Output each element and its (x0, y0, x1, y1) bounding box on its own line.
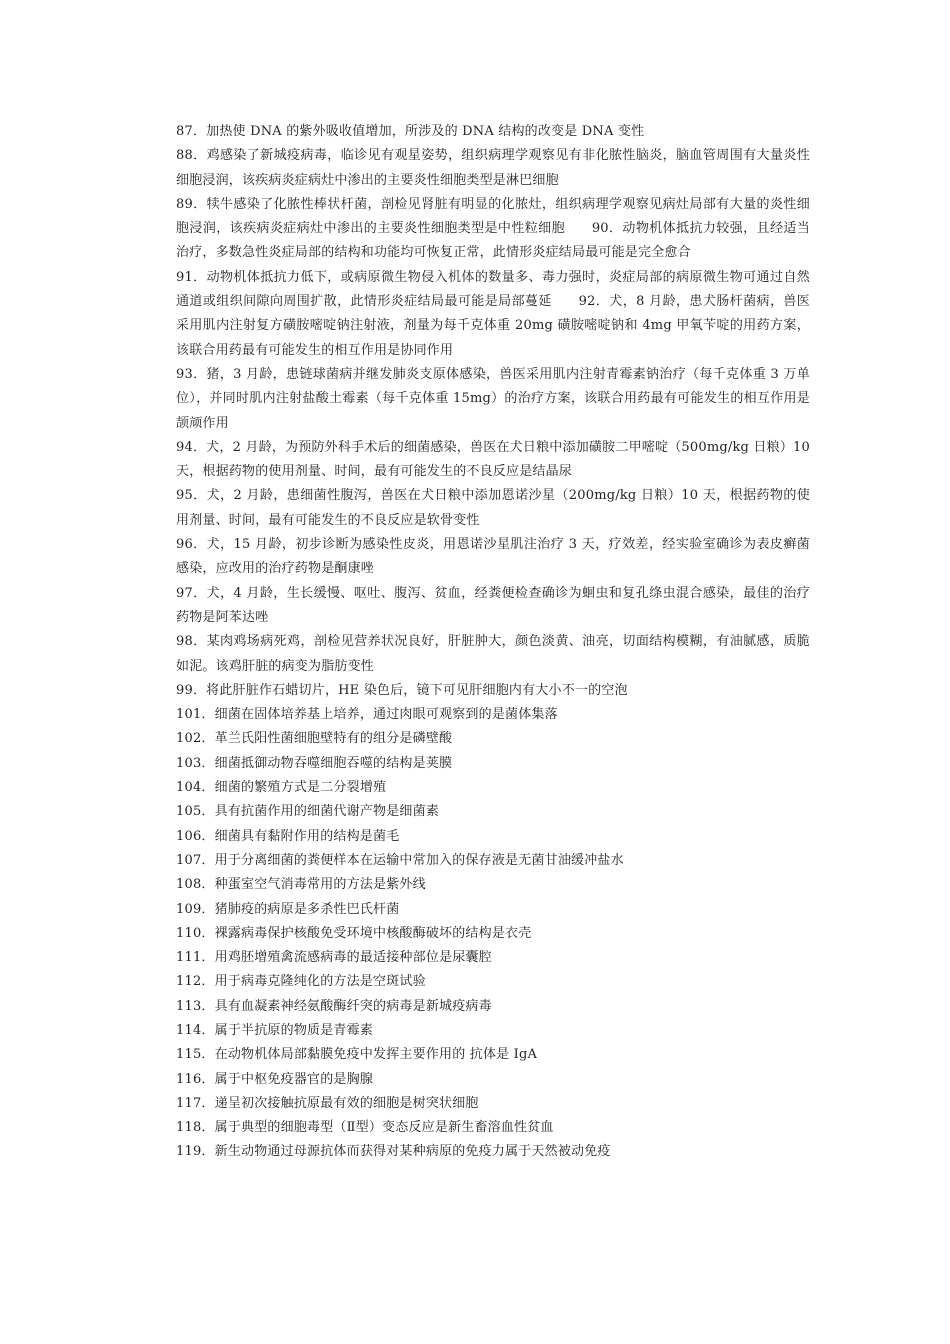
question-113: 113．具有血凝素神经氨酸酶纤突的病毒是新城疫病毒 (176, 998, 492, 1014)
question-119: 119．新生动物通过母源抗体而获得对某种病原的免疫力属于天然被动免疫 (176, 1144, 611, 1160)
question-114: 114．属于半抗原的物质是青霉素 (176, 1022, 374, 1038)
question-99: 99．将此肝脏作石蜡切片，HE 染色后，镜下可见肝细胞内有大小不一的空泡 (176, 682, 628, 698)
question-88: 88．鸡感染了新城疫病毒，临诊见有观星姿势，组织病理学观察见有非化脓性脑炎，脑血管周围有大量炎性细胞浸润，该疾病炎症病灶中渗出的主要炎性细胞类型是淋巴细胞 (176, 148, 810, 188)
document-body (176, 120, 810, 1165)
question-89-90: 89．犊牛感染了化脓性棒状杆菌，剖检见肾脏有明显的化脓灶，组织病理学观察见病灶局部有大量的炎性细胞浸润，该疾病炎症病灶中渗出的主要炎性细胞类型是中性粒细胞 90．动物机体抵抗力较强，且经适当治疗，多数急性炎症局部的结构和功能均可恢复正常，此情形炎症结局最可能是完全愈合 (176, 196, 810, 261)
question-106: 106．细菌具有黏附作用的结构是菌毛 (176, 828, 400, 844)
question-110: 110．裸露病毒保护核酸免受环境中核酸酶破坏的结构是衣壳 (176, 925, 532, 941)
question-91-92: 91．动物机体抵抗力低下，或病原微生物侵入机体的数量多、毒力强时，炎症局部的病原微生物可通过自然通道或组织间隙向周围扩散，此情形炎症结局最可能是局部蔓延 92．犬，8 月龄，患犬肠杆菌病，兽医采用肌内注射复方磺胺嘧啶钠注射液，剂量为每千克体重 20mg 磺胺嘧啶钠和 4mg 甲氧苄啶的用药方案，该联合用药最有可能发生的相互作用是协同作用 (176, 269, 810, 358)
question-97: 97．犬，4 月龄，生长缓慢、呕吐、腹泻、贫血，经粪便检查确诊为蛔虫和复孔绦虫混合感染，最佳的治疗药物是阿苯达唑 (176, 585, 810, 625)
question-103: 103．细菌抵御动物吞噬细胞吞噬的结构是荚膜 (176, 755, 453, 771)
question-109: 109．猪肺疫的病原是多杀性巴氏杆菌 (176, 901, 400, 917)
question-94: 94．犬，2 月龄，为预防外科手术后的细菌感染，兽医在犬日粮中添加磺胺二甲嘧啶（500mg/kg 日粮）10 天，根据药物的使用剂量、时间，最有可能发生的不良反应是结晶尿 (176, 439, 810, 480)
question-108: 108．种蛋室空气消毒常用的方法是紫外线 (176, 877, 426, 893)
question-111: 111．用鸡胚增殖禽流感病毒的最适接种部位是尿囊腔 (176, 950, 492, 966)
question-93: 93．猪，3 月龄，患链球菌病并继发肺炎支原体感染，兽医采用肌内注射青霉素钠治疗（每千克体重 3 万单位），并同时肌内注射盐酸土霉素（每千克体重 15mg）的治疗方案，该联合用药最有可能发生的相互作用是颉颃作用 (176, 366, 810, 431)
question-98: 98．某肉鸡场病死鸡，剖检见营养状况良好，肝脏肿大，颜色淡黄、油亮，切面结构模糊，有油腻感，质脆如泥。该鸡肝脏的病变为脂肪变性 (176, 634, 810, 674)
question-95: 95．犬，2 月龄，患细菌性腹泻，兽医在犬日粮中添加恩诺沙星（200mg/kg 日粮）10 天，根据药物的使用剂量、时间，最有可能发生的不良反应是软骨变性 (176, 488, 810, 528)
question-105: 105．具有抗菌作用的细菌代谢产物是细菌素 (176, 804, 440, 820)
question-118: 118．属于典型的细胞毒型（Ⅱ型）变态反应是新生畜溶血性贫血 (176, 1120, 554, 1136)
question-87: 87．加热使 DNA 的紫外吸收值增加，所涉及的 DNA 结构的改变是 DNA 变性 (176, 124, 645, 139)
question-96: 96．犬，15 月龄，初步诊断为感染性皮炎，用恩诺沙星肌注治疗 3 天，疗效差，经实验室确诊为表皮癣菌感染，应改用的治疗药物是酮康唑 (176, 537, 810, 577)
question-104: 104．细菌的繁殖方式是二分裂增殖 (176, 780, 387, 796)
question-107: 107．用于分离细菌的粪便样本在运输中常加入的保存液是无菌甘油缓冲盐水 (176, 852, 624, 868)
question-102: 102．革兰氏阳性菌细胞壁特有的组分是磷壁酸 (176, 731, 453, 747)
question-116: 116．属于中枢免疫器官的是胸腺 (176, 1071, 374, 1087)
question-101: 101．细菌在固体培养基上培养，通过肉眼可观察到的是菌体集落 (176, 707, 558, 723)
question-117: 117．递呈初次接触抗原最有效的细胞是树突状细胞 (176, 1095, 479, 1111)
question-115: 115．在动物机体局部黏膜免疫中发挥主要作用的 抗体是 IgA (176, 1047, 538, 1063)
question-112: 112．用于病毒克隆纯化的方法是空斑试验 (176, 974, 426, 990)
